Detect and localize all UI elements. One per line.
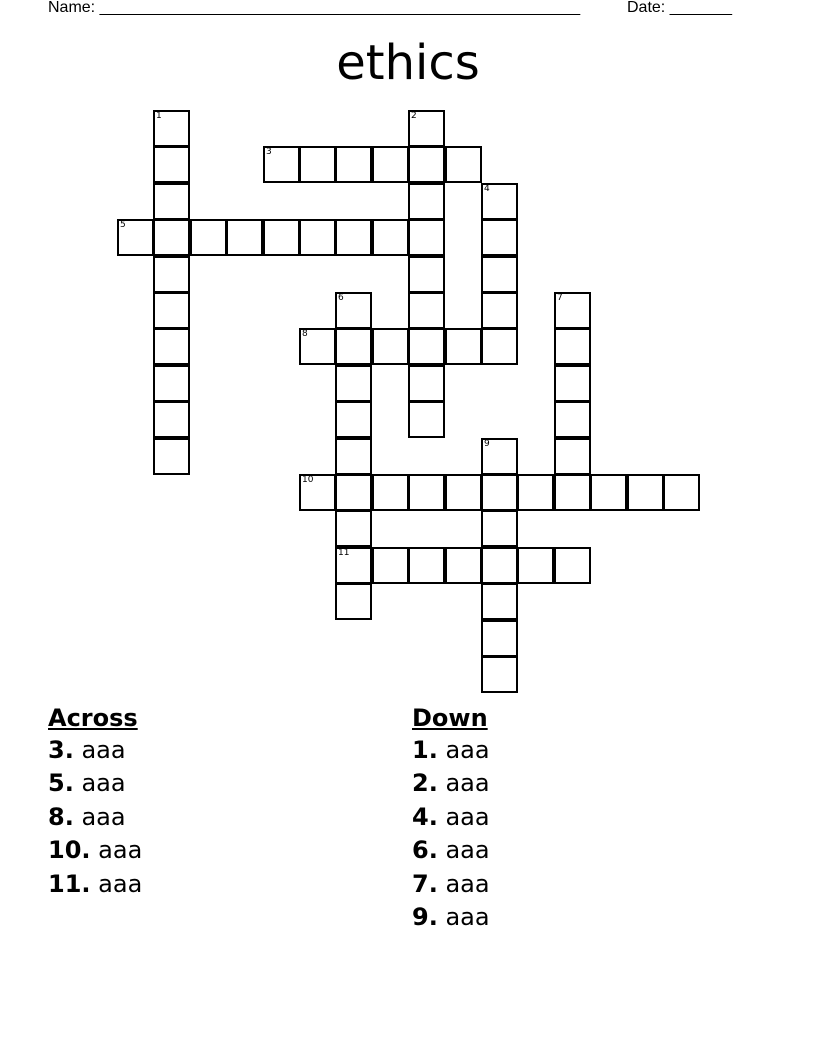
clue-text: aaa bbox=[81, 802, 126, 831]
across-clue bbox=[48, 767, 378, 800]
grid-cell[interactable] bbox=[153, 110, 190, 147]
clue-number: 7. bbox=[412, 869, 438, 898]
down-clue bbox=[412, 901, 742, 934]
grid-cell[interactable] bbox=[481, 183, 518, 220]
down-clue-list bbox=[412, 734, 742, 934]
down-clue bbox=[412, 834, 742, 867]
clue-number: 5. bbox=[48, 769, 74, 798]
grid-cell[interactable] bbox=[517, 547, 554, 584]
grid-cell[interactable] bbox=[335, 292, 372, 329]
grid-cell[interactable] bbox=[663, 474, 700, 511]
grid-cell[interactable] bbox=[408, 474, 445, 511]
grid-cell[interactable] bbox=[299, 219, 336, 256]
clue-number-label: 6 bbox=[338, 293, 344, 303]
grid-cell[interactable] bbox=[408, 219, 445, 256]
clue-text: aaa bbox=[98, 836, 143, 865]
grid-cell[interactable] bbox=[481, 292, 518, 329]
grid-cell[interactable] bbox=[299, 146, 336, 183]
grid-cell[interactable] bbox=[372, 219, 409, 256]
clue-number: 6. bbox=[412, 836, 438, 865]
grid-cell[interactable] bbox=[335, 438, 372, 475]
grid-cell[interactable] bbox=[481, 620, 518, 657]
grid-cell[interactable] bbox=[445, 328, 482, 365]
grid-cell[interactable] bbox=[372, 547, 409, 584]
grid-cell[interactable] bbox=[481, 510, 518, 547]
grid-cell[interactable] bbox=[153, 219, 190, 256]
grid-cell[interactable] bbox=[153, 365, 190, 402]
clue-number-label: 9 bbox=[484, 439, 490, 449]
grid-cell[interactable] bbox=[263, 219, 300, 256]
clue-number-label: 1 bbox=[156, 111, 162, 121]
grid-cell[interactable] bbox=[481, 656, 518, 693]
down-clue bbox=[412, 767, 742, 800]
grid-cell[interactable] bbox=[408, 401, 445, 438]
clue-text: aaa bbox=[445, 869, 490, 898]
grid-cell[interactable] bbox=[481, 583, 518, 620]
grid-cell[interactable] bbox=[554, 365, 591, 402]
grid-cell[interactable] bbox=[554, 438, 591, 475]
grid-cell[interactable] bbox=[481, 474, 518, 511]
grid-cell[interactable] bbox=[481, 547, 518, 584]
grid-cell[interactable] bbox=[481, 328, 518, 365]
grid-cell[interactable] bbox=[153, 292, 190, 329]
clue-number: 9. bbox=[412, 903, 438, 932]
grid-cell[interactable] bbox=[481, 219, 518, 256]
down-clue bbox=[412, 868, 742, 901]
grid-cell[interactable] bbox=[335, 474, 372, 511]
clue-text: aaa bbox=[445, 802, 490, 831]
clue-number: 4. bbox=[412, 802, 438, 831]
grid-cell[interactable] bbox=[153, 146, 190, 183]
clue-number-label: 3 bbox=[266, 147, 272, 157]
grid-cell[interactable] bbox=[372, 474, 409, 511]
puzzle-title: ethics bbox=[336, 35, 480, 91]
down-clues bbox=[412, 702, 742, 934]
clue-text: aaa bbox=[445, 836, 490, 865]
grid-cell[interactable] bbox=[445, 547, 482, 584]
across-clue-list bbox=[48, 734, 378, 901]
grid-cell[interactable] bbox=[226, 219, 263, 256]
clue-number: 11. bbox=[48, 869, 91, 898]
grid-cell[interactable] bbox=[372, 328, 409, 365]
grid-cell[interactable] bbox=[554, 292, 591, 329]
clue-text: aaa bbox=[445, 736, 490, 764]
clue-number-label: 5 bbox=[120, 220, 126, 230]
grid-cell[interactable] bbox=[335, 219, 372, 256]
across-clue bbox=[48, 868, 378, 901]
grid-cell[interactable] bbox=[335, 146, 372, 183]
grid-cell[interactable] bbox=[554, 547, 591, 584]
across-clue bbox=[48, 734, 378, 767]
grid-cell[interactable] bbox=[445, 474, 482, 511]
clue-text: aaa bbox=[81, 769, 126, 798]
down-heading: Down bbox=[412, 704, 488, 732]
across-clue bbox=[48, 834, 378, 867]
clue-number: 3. bbox=[48, 736, 74, 764]
across-heading: Across bbox=[48, 704, 138, 732]
clue-number-label: 2 bbox=[411, 111, 417, 121]
clue-number-label: 4 bbox=[484, 184, 490, 194]
grid-cell[interactable] bbox=[190, 219, 227, 256]
grid-cell[interactable] bbox=[481, 256, 518, 293]
grid-cell[interactable] bbox=[153, 256, 190, 293]
grid-cell[interactable] bbox=[481, 438, 518, 475]
grid-cell[interactable] bbox=[299, 474, 336, 511]
clue-number: 8. bbox=[48, 802, 74, 831]
grid-cell[interactable] bbox=[517, 474, 554, 511]
date-field[interactable]: Date: _______ bbox=[627, 0, 732, 16]
grid-cell[interactable] bbox=[153, 183, 190, 220]
clue-number-label: 11 bbox=[338, 548, 350, 558]
grid-cell[interactable] bbox=[335, 547, 372, 584]
grid-cell[interactable] bbox=[408, 256, 445, 293]
clue-text: aaa bbox=[81, 736, 126, 764]
grid-cell[interactable] bbox=[408, 365, 445, 402]
grid-cell[interactable] bbox=[408, 547, 445, 584]
grid-cell[interactable] bbox=[408, 146, 445, 183]
grid-cell[interactable] bbox=[335, 328, 372, 365]
grid-cell[interactable] bbox=[554, 474, 591, 511]
grid-cell[interactable] bbox=[299, 328, 336, 365]
clue-text: aaa bbox=[445, 903, 490, 932]
clue-number: 1. bbox=[412, 736, 438, 764]
clue-number-label: 10 bbox=[302, 475, 314, 485]
down-clue bbox=[412, 801, 742, 834]
grid-cell[interactable] bbox=[335, 583, 372, 620]
grid-cell[interactable] bbox=[153, 438, 190, 475]
clue-text: aaa bbox=[98, 869, 143, 898]
across-clue bbox=[48, 801, 378, 834]
down-clue bbox=[412, 734, 742, 767]
grid-cell[interactable] bbox=[153, 401, 190, 438]
grid-cell[interactable] bbox=[445, 146, 482, 183]
grid-cell[interactable] bbox=[554, 328, 591, 365]
clue-number: 10. bbox=[48, 836, 91, 865]
clue-text: aaa bbox=[445, 769, 490, 798]
grid-cell[interactable] bbox=[372, 146, 409, 183]
across-clues bbox=[48, 702, 378, 901]
grid-cell[interactable] bbox=[554, 401, 591, 438]
clue-number-label: 8 bbox=[302, 329, 308, 339]
grid-cell[interactable] bbox=[335, 365, 372, 402]
name-field[interactable]: Name: ______________________________________________________ bbox=[48, 0, 581, 16]
grid-cell[interactable] bbox=[263, 146, 300, 183]
grid-cell[interactable] bbox=[627, 474, 664, 511]
clue-number-label: 7 bbox=[557, 293, 563, 303]
grid-cell[interactable] bbox=[408, 292, 445, 329]
clue-number: 2. bbox=[412, 769, 438, 798]
grid-cell[interactable] bbox=[408, 110, 445, 147]
grid-cell[interactable] bbox=[408, 328, 445, 365]
grid-cell[interactable] bbox=[590, 474, 627, 511]
grid-cell[interactable] bbox=[117, 219, 154, 256]
grid-cell[interactable] bbox=[153, 328, 190, 365]
grid-cell[interactable] bbox=[335, 510, 372, 547]
grid-cell[interactable] bbox=[335, 401, 372, 438]
grid-cell[interactable] bbox=[408, 183, 445, 220]
